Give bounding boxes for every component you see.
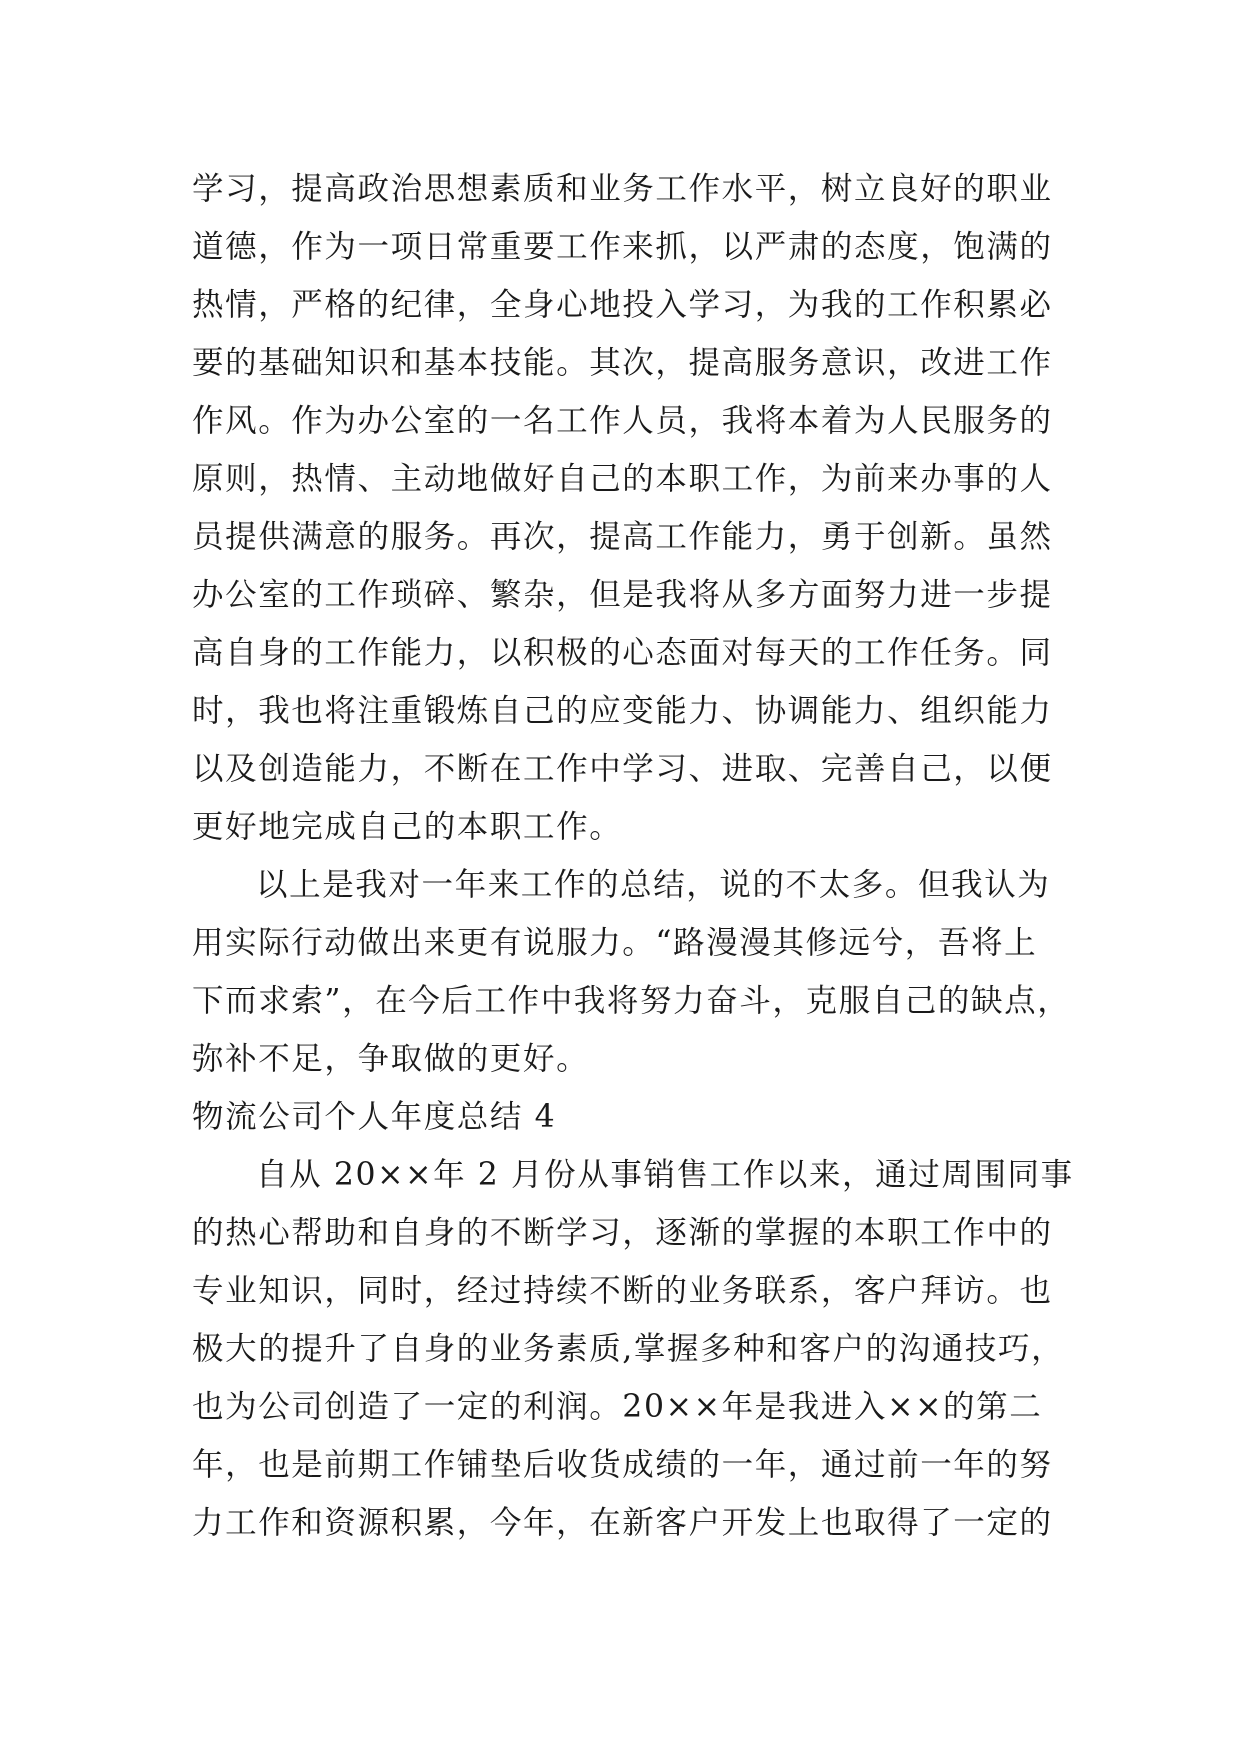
text-line: 更好地完成自己的本职工作。	[192, 809, 623, 845]
text-line: 高自身的工作能力，以积极的心态面对每天的工作任务。同	[192, 635, 1053, 671]
text-line: 专业知识，同时，经过持续不断的业务联系，客户拜访。也	[192, 1273, 1053, 1309]
text-line: 道德，作为一项日常重要工作来抓，以严肃的态度，饱满的	[192, 229, 1053, 265]
body-text	[192, 160, 1074, 1552]
text-line: 下而求索”，在今后工作中我将努力奋斗，克服自己的缺点，	[192, 983, 1071, 1019]
section-heading: 物流公司个人年度总结 4	[192, 1099, 557, 1135]
paragraph-start-line: 自从 20××年 2 月份从事销售工作以来，通过周围同事	[256, 1157, 1074, 1193]
text-line: 学习，提高政治思想素质和业务工作水平，树立良好的职业	[192, 171, 1053, 207]
text-line: 弥补不足，争取做的更好。	[192, 1041, 590, 1077]
text-line: 的热心帮助和自身的不断学习，逐渐的掌握的本职工作中的	[192, 1215, 1053, 1251]
text-line: 员提供满意的服务。再次，提高工作能力，勇于创新。虽然	[192, 519, 1053, 555]
text-line: 时，我也将注重锻炼自己的应变能力、协调能力、组织能力	[192, 693, 1053, 729]
text-line: 要的基础知识和基本技能。其次，提高服务意识，改进工作	[192, 345, 1053, 381]
text-line: 以及创造能力，不断在工作中学习、进取、完善自己，以便	[192, 751, 1053, 787]
text-line: 力工作和资源积累，今年，在新客户开发上也取得了一定的	[192, 1505, 1053, 1541]
text-line: 原则，热情、主动地做好自己的本职工作，为前来办事的人	[192, 461, 1053, 497]
text-line: 办公室的工作琐碎、繁杂，但是我将从多方面努力进一步提	[192, 577, 1053, 613]
text-line: 用实际行动做出来更有说服力。“路漫漫其修远兮，吾将上	[192, 925, 1038, 961]
text-line: 热情，严格的纪律，全身心地投入学习，为我的工作积累必	[192, 287, 1053, 323]
text-line: 极大的提升了自身的业务素质,掌握多种和客户的沟通技巧，	[192, 1331, 1065, 1367]
text-line: 年，也是前期工作铺垫后收货成绩的一年，通过前一年的努	[192, 1447, 1053, 1483]
text-line: 作风。作为办公室的一名工作人员，我将本着为人民服务的	[192, 403, 1053, 439]
text-line: 也为公司创造了一定的利润。20××年是我进入××的第二	[192, 1389, 1043, 1425]
paragraph-start-line: 以上是我对一年来工作的总结，说的不太多。但我认为	[256, 867, 1051, 903]
